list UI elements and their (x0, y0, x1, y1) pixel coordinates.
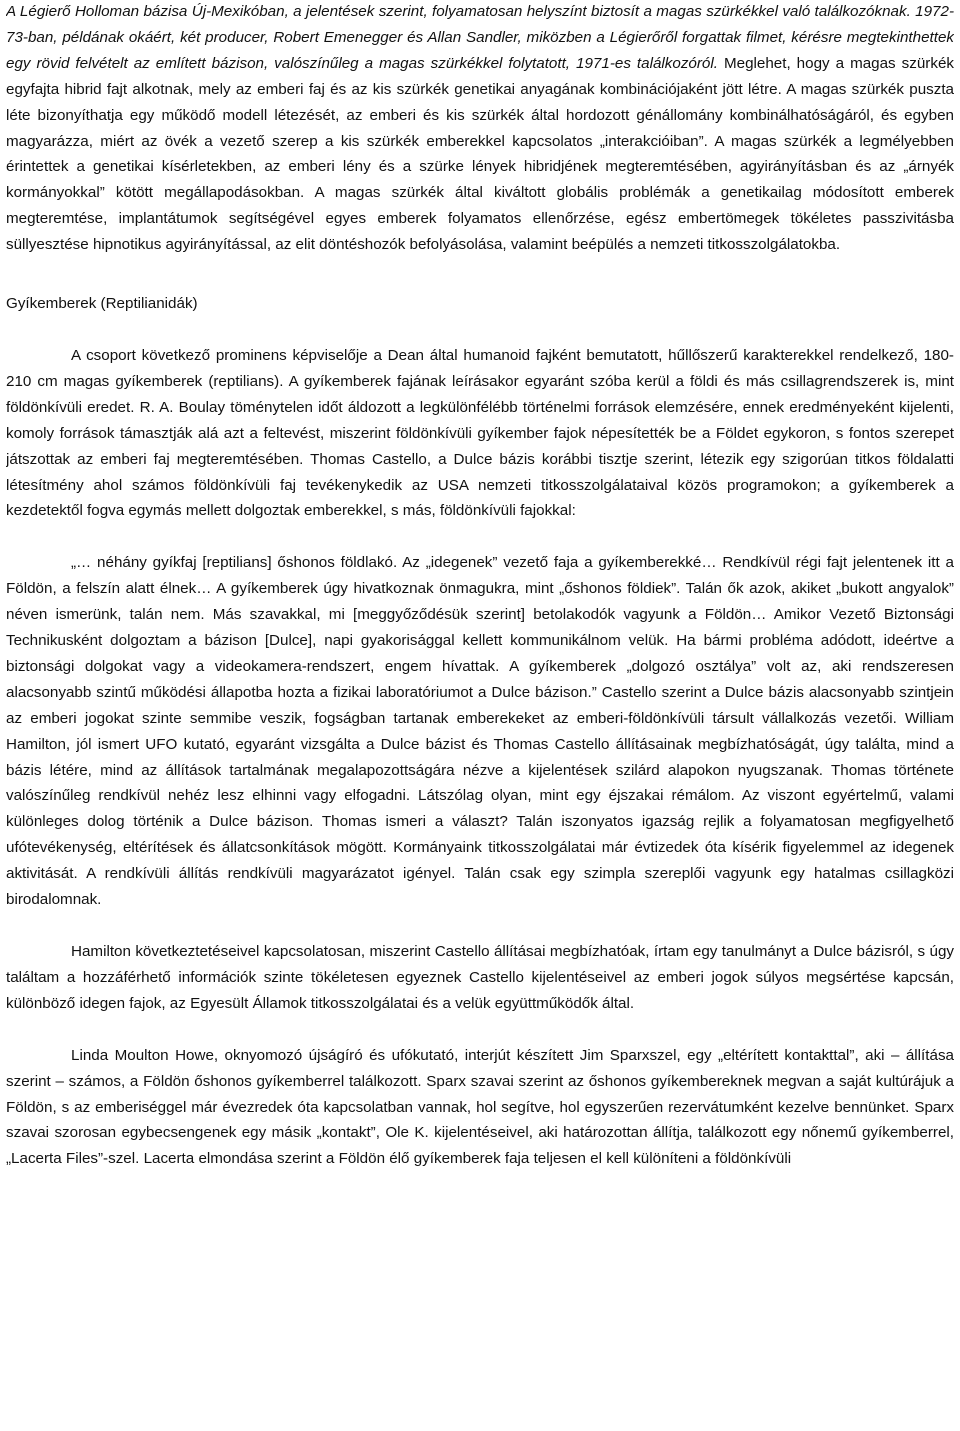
document-page (6, 0, 954, 1431)
paragraph-castello-quote: „… néhány gyíkfaj [reptilians] őshonos földlakó. Az „idegenek” vezető faja a gyíkemberekké… Rendkívül régi fajt jelentenek itt a Földön, a felszín alatt élnek… A gyíkemberek úgy hivatkoznak önmagukra, mint „őshonos földiek”. Talán ők azok, akiket „bukott angyalok” néven ismerünk, talán nem. Más szavakkal, mi [meggyőződésük szerint] betolakodók vagyunk a Földön… Amikor Vezető Biztonsági Technikusként dolgoztam a bázison [Dulce], napi gyakorisággal kellett kommunikálnom velük. Ha bármi probléma adódott, ideértve a biztonsági dolgokat vagy a videokamera-rendszert, engem hívattak. A gyíkemberek „dolgozó osztálya” volt az, aki rendszeresen alacsonyabb szintű működési állapotba hozta a fizikai laboratóriumot a Dulce bázison.” Castello szerint a Dulce bázis alacsonyabb szintjein az emberi jogokat szinte semmibe veszik, fogságban tartanak emberekeket az emberi-földönkívüli társult vállalkozás vezetői. William Hamilton, jól ismert UFO kutató, egyaránt vizsgálta a Dulce bázist és Thomas Castello állításainak megbízhatóságát, úgy találta, mind a bázis létére, mind az állítások tartalmának megalapozottságára nézve a kijelentések szilárd alapokon nyugszanak. Thomas története valószínűleg rendkívül nehéz lesz elhinni vagy elfogadni. Látszólag olyan, mint egy éjszakai rémálom. Az viszont egyértelmű, valami különleges dolog történik a Dulce bázison. Thomas ismeri a választ? Talán iszonyatos igazság rejlik a folyamatosan megfigyelhető ufótevékenység, eltérítések és állatcsonkítások mögött. Kormányaink titkosszolgálatai már évtizedek óta kísérik figyelemmel az idegenek aktivitását. A rendkívüli állítás rendkívüli magyarázatot igényel. Talán csak egy szimpla szereplői vagyunk egy hatalmas csillagközi birodalomnak. (6, 554, 954, 909)
paragraph-hamilton-conclusions: Hamilton következtetéseivel kapcsolatosan, miszerint Castello állításai megbízhatóak, írtam egy tanulmányt a Dulce bázisról, s úgy találtam a hozzáférhető információk szinte tökéletesen egyeznek Castello kijelentéseivel az emberi jogok súlyos megsértése kapcsán, különböző idegen fajok, az Egyesült Államok titkosszolgálatai és a velük együttműködők által. (6, 943, 954, 1012)
section-heading-reptilians: Gyíkemberek (Reptilianidák) (6, 295, 198, 313)
paragraph-holloman-italic: A Légierő Holloman bázisa Új-Mexikóban, a jelentések szerint, folyamatosan helyszínt biztosít a magas szürkékkel való találkozóknak. 1972-73-ban, példának okáért, két producer, Robert Emenegger és Allan Sandler, miközben a Légierőről forgattak filmet, kérésre megtekinthettek egy rövid felvételt az említett bázison, valószínűleg a magas szürkékkel folytatott, 1971-es találkozóról. (6, 3, 954, 72)
paragraph-holloman-grays (6, 0, 954, 258)
paragraph-tall-grays-text: Meglehet, hogy a magas szürkék egyfajta hibrid fajt alkotnak, mely az emberi faj és az kis szürkék genetikai anyagának kombinációjaként jött létre. A magas szürkék puszta léte bizonyíthatja egy működő modell létezését, az emberi és kis szürkék által hordozott génállomány kombinálhatóságáról, és egyben magyarázza, miért az övék a vezető szerep a kis szürkék emberekkel kapcsolatos „interakcióiban”. A magas szürkék a legmélyebben érintettek a genetikai kísérletekben, az emberi lény és a szürke lények hibridjének megteremtésében, agyirányításban és az „árnyék kormányokkal” kötött megállapodásokban. A magas szürkék által kiváltott globális problémák a genetikailag módosított emberek megteremtése, implantátumok segítségével egyes emberek folyamatos ellenőrzése, egész embertömegek tökéletes passzivitásba süllyesztése hipnotikus agyirányítással, az elit döntéshozók befolyásolása, valamint beépülés a nemzeti titkosszolgálatokba. (6, 54, 954, 254)
paragraph-linda-moulton-howe: Linda Moulton Howe, oknyomozó újságíró és ufókutató, interjút készített Jim Sparxszel, egy „eltérített kontakttal”, aki – állítása szerint – számos, a Földön őshonos gyíkemberrel találkozott. Sparx szavai szerint az őshonos gyíkembereknek megvan a saját kultúrájuk a Földön, s az emberiséggel már évezredek óta kapcsolatban vannak, hol segítve, hol egyszerűen rezervátumként kezelve bennünket. Sparx szavai szorosan egybecsengenek egy másik „kontakt”, Ole K. kijelentéseivel, aki határozottan állítja, találkozott egy nőnemű gyíkemberrel, „Lacerta Files”-szel. Lacerta elmondása szerint a Földön élő gyíkemberek faja teljesen el kell különíteni a földönkívüli (6, 1046, 954, 1168)
paragraph-reptilians-intro: A csoport következő prominens képviselője a Dean által humanoid fajként bemutatott, hűllőszerű karakterekkel rendelkező, 180-210 cm magas gyíkemberek (reptilians). A gyíkemberek fajának leírásakor egyaránt szóba kerül a földi és más csillagrendszerek is, mint földönkívüli eredet. R. A. Boulay töménytelen időt áldozott a legkülönfélébb történelmi források elemzésére, ennek eredményeként kijelenti, komoly források támasztják alá azt a feltevést, miszerint földönkívüli gyíkember fajok népesítették be a Földet egykoron, s fontos szerepet játszottak az emberi faj megteremtésében. Thomas Castello, a Dulce bázis korábbi tisztje szerint, létezik egy szigorúan titkos földalatti létesítmény ahol számos földönkívüli faj tevékenykedik az USA nemzeti titkosszolgálataival közös programokon; a gyíkemberek a kezdetektől fogva egymás mellett dolgoztak emberekkel, s más, földönkívüli fajokkal: (6, 346, 954, 520)
